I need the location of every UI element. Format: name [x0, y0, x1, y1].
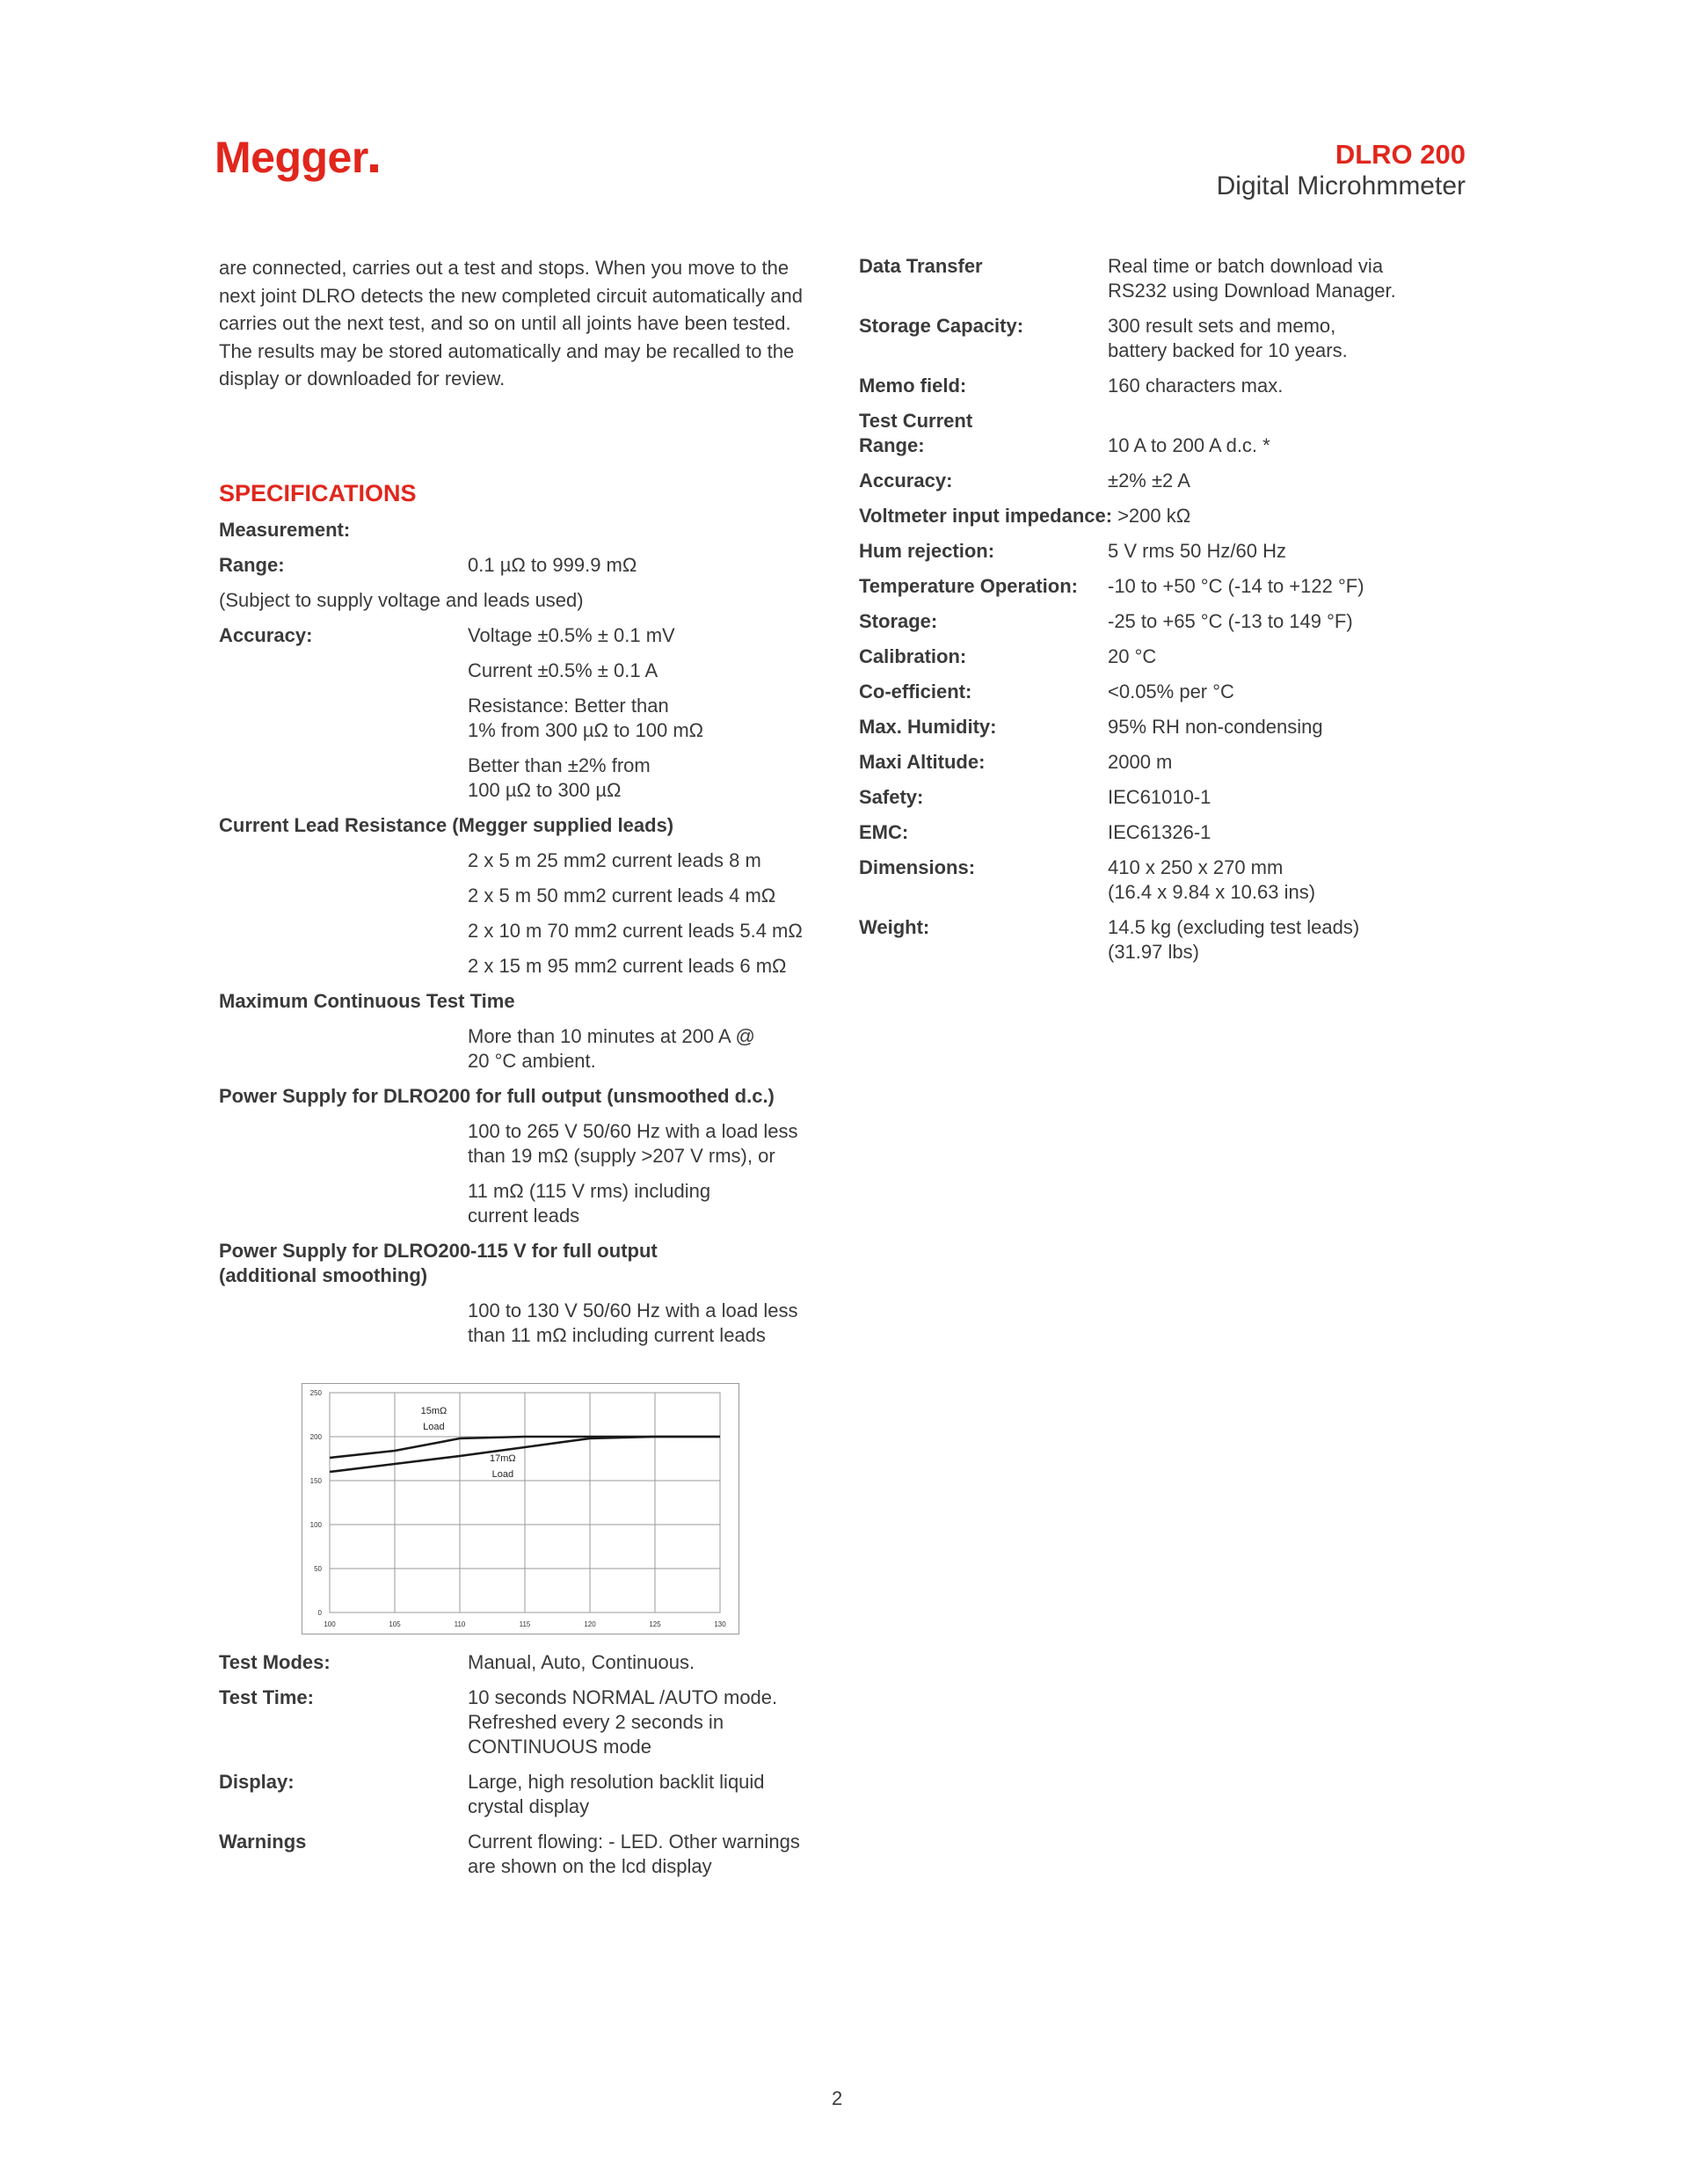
max-test-time-label: Maximum Continuous Test Time	[219, 990, 515, 1012]
measurement-label: Measurement:	[219, 519, 351, 541]
right-spec-row	[859, 254, 1474, 303]
intro-paragraph	[219, 254, 822, 393]
right-spec-row	[859, 374, 1474, 398]
test-time-label: Test Time:	[219, 1686, 314, 1708]
data-transfer-value: Real time or batch download via RS232 using Download Manager.	[1108, 255, 1396, 302]
range-label: Range:	[219, 554, 285, 576]
storage-capacity-value: 300 result sets and memo, battery backed for 10 years.	[1108, 315, 1348, 361]
accuracy-label: Accuracy:	[219, 624, 313, 646]
calibration-label: Calibration:	[859, 645, 967, 667]
header-title	[1217, 139, 1466, 202]
specifications-heading: SPECIFICATIONS	[219, 480, 417, 506]
lead-resistance-value: 2 x 5 m 25 mm2 current leads 8 m	[468, 849, 761, 871]
voltmeter-impedance-label: Voltmeter input impedance:	[859, 505, 1113, 527]
right-spec-row	[859, 644, 1474, 669]
accuracy-label: Accuracy:	[859, 470, 953, 491]
right-column	[859, 254, 1474, 965]
chart-svg	[302, 1384, 738, 1634]
max-test-time-value: More than 10 minutes at 200 A @ 20 °C ambient.	[468, 1025, 755, 1072]
temperature-operation-value: -10 to +50 °C (-14 to +122 °F)	[1108, 575, 1364, 597]
dimensions-value: 410 x 250 x 270 mm (16.4 x 9.84 x 10.63 ins)	[1108, 856, 1316, 903]
accuracy-value: ±2% ±2 A	[1108, 470, 1190, 491]
test-time-row	[219, 1685, 826, 1759]
lead-resistance-value: 2 x 10 m 70 mm2 current leads 5.4 mΩ	[468, 920, 803, 942]
calibration-value: 20 °C	[1108, 645, 1157, 667]
chart-x-tick-label: 105	[389, 1620, 401, 1628]
power-supply-115-label: Power Supply for DLRO200-115 V for full output (additional smoothing)	[219, 1240, 658, 1286]
chart-y-tick-label: 100	[309, 1521, 322, 1529]
range-value: 0.1 µΩ to 999.9 mΩ	[468, 554, 637, 576]
intro-line: carries out the next test, and so on until all joints have been tested.	[219, 312, 791, 334]
intro-line: are connected, carries out a test and stops. When you move to the	[219, 257, 789, 279]
test-modes-row	[219, 1650, 826, 1675]
product-subtitle: Digital Microhmmeter	[1216, 171, 1466, 200]
right-spec-row	[859, 539, 1474, 564]
range-row	[219, 553, 826, 578]
max-humidity-label: Max. Humidity:	[859, 716, 997, 738]
power-supply-115-value: 100 to 130 V 50/60 Hz with a load less than 11 mΩ including current leads	[468, 1299, 798, 1346]
accuracy-value: Resistance: Better than 1% from 300 µΩ to 100 mΩ	[468, 695, 704, 741]
test-modes-value: Manual, Auto, Continuous.	[468, 1651, 695, 1673]
accuracy-value: Better than ±2% from 100 µΩ to 300 µΩ	[468, 754, 651, 801]
range-note: (Subject to supply voltage and leads used)	[219, 589, 584, 611]
test-current-range-label: Test Current Range:	[859, 410, 973, 456]
weight-value: 14.5 kg (excluding test leads) (31.97 lbs)	[1108, 916, 1360, 963]
power-supply-label: Power Supply for DLRO200 for full output (unsmoothed d.c.)	[219, 1085, 775, 1107]
chart-y-tick-label: 0	[317, 1609, 322, 1617]
logo-dot-icon	[370, 164, 378, 172]
lead-resistance-value: 2 x 5 m 50 mm2 current leads 4 mΩ	[468, 885, 776, 906]
co-efficient-value: <0.05% per °C	[1108, 681, 1234, 703]
hum-rejection-value: 5 V rms 50 Hz/60 Hz	[1108, 540, 1286, 562]
warnings-value: Current flowing: - LED. Other warnings are shown on the lcd display	[468, 1831, 800, 1877]
chart-y-tick-label: 50	[314, 1565, 322, 1573]
emc-value: IEC61326-1	[1108, 821, 1211, 843]
accuracy-row	[219, 623, 826, 648]
accuracy-value: Voltage ±0.5% ± 0.1 mV	[468, 624, 675, 646]
right-spec-row	[859, 785, 1474, 810]
chart-annotation: 15mΩ	[420, 1406, 447, 1416]
lower-specifications	[219, 1650, 826, 1879]
right-spec-row	[859, 915, 1474, 965]
warnings-label: Warnings	[219, 1831, 307, 1853]
emc-label: EMC:	[859, 821, 909, 843]
safety-label: Safety:	[859, 786, 924, 808]
dimensions-label: Dimensions:	[859, 856, 976, 878]
right-spec-row	[859, 855, 1474, 905]
chart-x-tick-label: 120	[584, 1620, 596, 1628]
max-altitude-value: 2000 m	[1108, 751, 1173, 773]
chart-y-tick-label: 250	[309, 1389, 322, 1397]
storage-temperature-value: -25 to +65 °C (-13 to 149 °F)	[1108, 610, 1353, 632]
chart-annotation: 17mΩ	[490, 1453, 516, 1464]
chart-annotation: Load	[491, 1469, 514, 1480]
product-model: DLRO 200	[1335, 139, 1466, 170]
right-spec-row	[859, 504, 1474, 528]
power-supply-value: 100 to 265 V 50/60 Hz with a load less than 19 mΩ (supply >207 V rms), or	[468, 1120, 798, 1167]
intro-line: display or downloaded for review.	[219, 368, 506, 389]
memo-field-label: Memo field:	[859, 375, 967, 397]
display-row	[219, 1770, 826, 1819]
test-modes-label: Test Modes:	[219, 1651, 331, 1673]
storage-capacity-label: Storage Capacity:	[859, 315, 1024, 337]
chart-x-tick-label: 115	[519, 1620, 531, 1628]
weight-label: Weight:	[859, 916, 930, 938]
intro-line: The results may be stored automatically and may be recalled to the	[219, 339, 795, 362]
storage-temperature-label: Storage:	[859, 610, 938, 632]
right-spec-row	[859, 314, 1474, 363]
test-current-range-value: 10 A to 200 A d.c. *	[1108, 434, 1270, 456]
chart-x-tick-label: 130	[714, 1620, 726, 1628]
temperature-operation-label: Temperature Operation:	[859, 575, 1078, 597]
power-supply-value: 11 mΩ (115 V rms) including current leads	[468, 1180, 711, 1227]
right-spec-row	[859, 715, 1474, 739]
lead-resistance-label: Current Lead Resistance (Megger supplied leads)	[219, 814, 674, 836]
chart-annotation: Load	[423, 1422, 445, 1432]
warnings-row	[219, 1830, 826, 1879]
specifications-list	[219, 518, 826, 1348]
chart-x-tick-label: 125	[649, 1620, 661, 1628]
hum-rejection-label: Hum rejection:	[859, 540, 995, 562]
right-spec-row	[859, 469, 1474, 493]
right-spec-row	[859, 409, 1474, 458]
accuracy-value: Current ±0.5% ± 0.1 A	[468, 659, 658, 681]
safety-value: IEC61010-1	[1108, 786, 1211, 808]
lead-resistance-value: 2 x 15 m 95 mm2 current leads 6 mΩ	[468, 955, 787, 977]
right-spec-row	[859, 680, 1474, 704]
co-efficient-label: Co-efficient:	[859, 681, 972, 703]
logo-text: Megger	[215, 133, 368, 182]
right-spec-row	[859, 820, 1474, 845]
display-label: Display:	[219, 1771, 295, 1793]
test-time-value: 10 seconds NORMAL /AUTO mode. Refreshed every 2 seconds in CONTINUOUS mode	[468, 1686, 778, 1758]
chart-x-tick-label: 110	[454, 1620, 466, 1628]
right-spec-row	[859, 609, 1474, 634]
megger-logo	[215, 132, 378, 183]
voltmeter-impedance-value: >200 kΩ	[1117, 505, 1191, 527]
memo-field-value: 160 characters max.	[1108, 375, 1284, 397]
page-number: 2	[832, 2087, 843, 2109]
chart-x-tick-label: 100	[324, 1620, 336, 1628]
chart-y-tick-label: 150	[309, 1477, 322, 1485]
max-humidity-value: 95% RH non-condensing	[1108, 716, 1323, 738]
display-value: Large, high resolution backlit liquid crystal display	[468, 1771, 765, 1817]
intro-line: next joint DLRO detects the new completed circuit automatically and	[219, 284, 803, 307]
data-transfer-label: Data Transfer	[859, 255, 983, 277]
right-spec-row	[859, 574, 1474, 599]
max-altitude-label: Maxi Altitude:	[859, 751, 986, 773]
chart-y-tick-label: 200	[309, 1433, 322, 1441]
left-column	[219, 254, 826, 1346]
right-spec-row	[859, 750, 1474, 775]
output-current-chart	[302, 1383, 739, 1634]
